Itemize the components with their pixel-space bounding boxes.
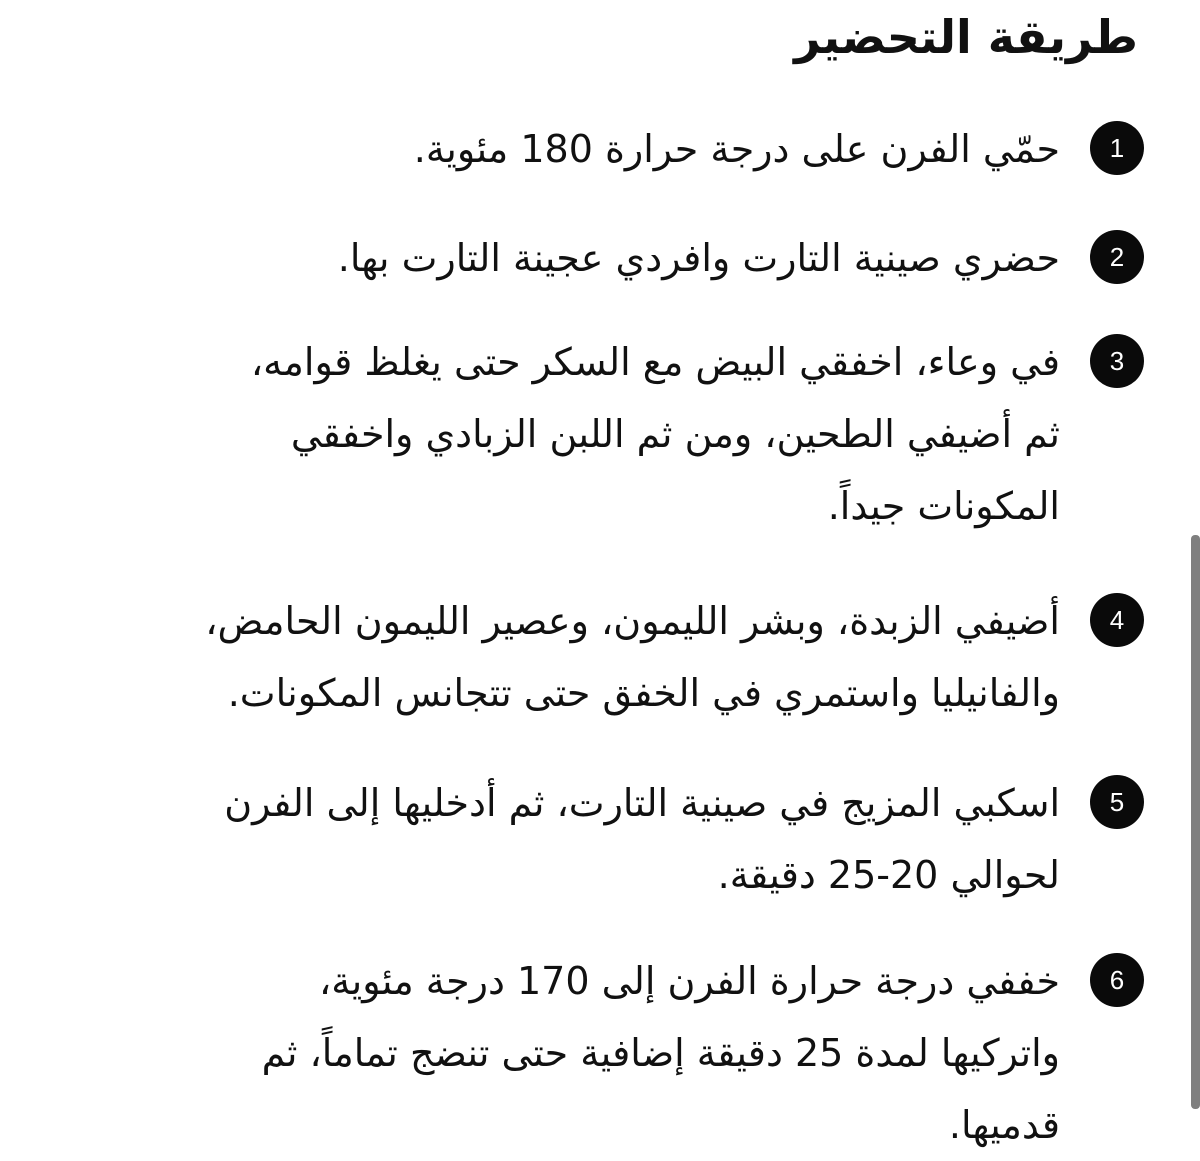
step-item bbox=[204, 945, 1144, 1161]
step-number-badge: 1 bbox=[1090, 121, 1144, 175]
step-item bbox=[204, 113, 1144, 185]
step-text: حضري صينية التارت وافردي عجينة التارت بها. bbox=[337, 236, 1060, 280]
step-text: أضيفي الزبدة، وبشر الليمون، وعصير الليمون الحامض، والفانيليا واستمري في الخفق حتى تتجانس المكونات. bbox=[205, 599, 1060, 715]
section-title: طريقة التحضير bbox=[794, 10, 1138, 64]
step-number-badge: 2 bbox=[1090, 230, 1144, 284]
step-item bbox=[204, 767, 1144, 911]
step-text: في وعاء، اخفقي البيض مع السكر حتى يغلظ قوامه، ثم أضيفي الطحين، ومن ثم اللبن الزبادي واخفقي المكونات جيداً. bbox=[250, 340, 1060, 528]
step-item bbox=[204, 222, 1144, 294]
step-number-badge: 4 bbox=[1090, 593, 1144, 647]
step-text: حمّي الفرن على درجة حرارة 180 مئوية. bbox=[413, 127, 1060, 171]
step-number-badge: 5 bbox=[1090, 775, 1144, 829]
step-text: خففي درجة حرارة الفرن إلى 170 درجة مئوية، واتركيها لمدة 25 دقيقة إضافية حتى تنضج تماماً، ثم قدميها. bbox=[261, 959, 1060, 1147]
step-number-badge: 3 bbox=[1090, 334, 1144, 388]
step-number-badge: 6 bbox=[1090, 953, 1144, 1007]
step-text: اسكبي المزيج في صينية التارت، ثم أدخليها إلى الفرن لحوالي 20-25 دقيقة. bbox=[224, 781, 1060, 897]
step-item bbox=[204, 326, 1144, 542]
scrollbar-thumb[interactable] bbox=[1191, 535, 1200, 1109]
step-item bbox=[204, 585, 1144, 729]
